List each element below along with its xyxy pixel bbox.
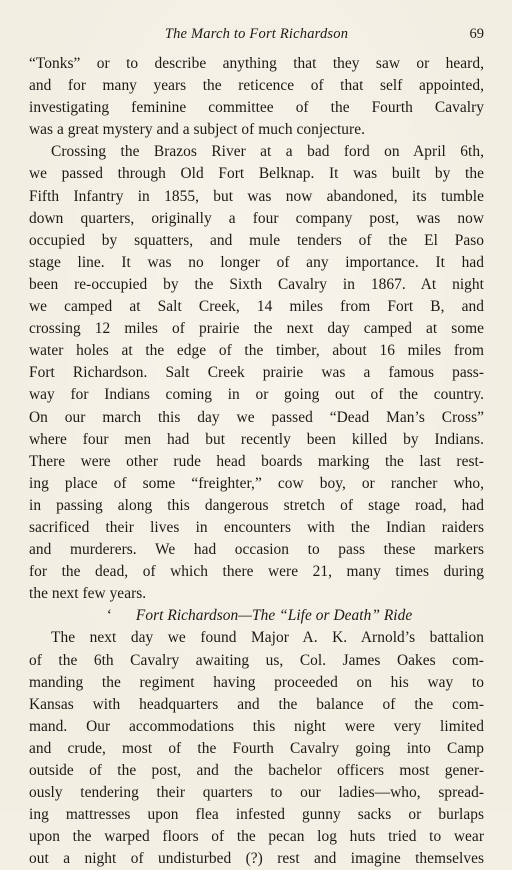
text-line: ously tendering their quarters to our ladies—who, spread- — [29, 784, 484, 802]
text-line: investigating feminine committee of the Fourth Cavalry — [29, 99, 484, 117]
text-line: in passing along this dangerous stretch of stage road, had — [29, 496, 484, 514]
text-line: Fort Richardson. Salt Creek prairie was a famous pass- — [29, 364, 484, 382]
text-line: down quarters, originally a four company post, was now — [29, 209, 484, 227]
text-line: and murderers. We had occasion to pass these markers — [29, 541, 484, 559]
text-line: Kansas with headquarters and the balance of the com- — [29, 695, 484, 713]
running-header — [29, 26, 484, 48]
text-line: of the 6th Cavalry awaiting us, Col. James Oakes com- — [29, 651, 484, 669]
page-number: 69 — [469, 26, 484, 42]
text-line: Crossing the Brazos River at a bad ford on April 6th, — [51, 143, 484, 161]
text-line: for the dead, of which there were 21, many times during — [29, 563, 484, 581]
text-line: been re-occupied by the Sixth Cavalry in 1867. At night — [29, 275, 484, 293]
text-line: manding the regiment having proceeded on his way to — [29, 673, 484, 691]
paragraph-2 — [29, 141, 484, 605]
stray-quote-mark: ‘ — [106, 607, 112, 625]
text-line: On our march this day we passed “Dead Man’s Cross” — [29, 408, 484, 426]
paragraph-3 — [29, 627, 484, 870]
text-line: way for Indians coming in or going out of the country. — [29, 386, 484, 404]
running-title: The March to Fort Richardson — [164, 26, 349, 42]
text-line: was a great mystery and a subject of much conjecture. — [29, 121, 365, 139]
text-line: where four men had but recently been killed by Indians. — [29, 430, 484, 448]
text-line: The next day we found Major A. K. Arnold’s battalion — [51, 629, 484, 647]
page-body — [29, 53, 484, 870]
text-line: outside of the post, and the bachelor officers most gener- — [29, 762, 484, 779]
text-line: stage line. It was no longer of any importance. It had — [29, 253, 484, 271]
text-line: ing place of some “freighter,” cow boy, or rancher who, — [29, 474, 484, 492]
text-line: “Tonks” or to describe anything that they saw or heard, — [29, 55, 484, 72]
text-line: upon the warped floors of the pecan log huts tried to wear — [29, 828, 484, 846]
text-line: the next few years. — [29, 585, 147, 603]
text-line: we camped at Salt Creek, 14 miles from Fort B, and — [29, 298, 484, 316]
section-heading — [29, 605, 484, 627]
text-line: water holes at the edge of the timber, about 16 miles from — [29, 342, 484, 360]
text-line: crossing 12 miles of prairie the next day camped at some — [29, 320, 484, 338]
text-line: ing mattresses upon flea infested gunny sacks or burlaps — [29, 806, 484, 824]
text-line: we passed through Old Fort Belknap. It was built by the — [29, 165, 484, 183]
text-line: mand. Our accommodations this night were very limited — [29, 717, 484, 735]
text-line: and crude, most of the Fourth Cavalry going into Camp — [29, 739, 484, 757]
text-line: Fifth Infantry in 1855, but was now abandoned, its tumble — [29, 187, 484, 205]
text-line: and for many years the reticence of that self appointed, — [29, 77, 484, 95]
text-line: out a night of undisturbed (?) rest and imagine themselves — [29, 850, 484, 868]
paragraph-1 — [29, 53, 484, 141]
text-line: sacrificed their lives in encounters with the Indian raiders — [29, 518, 484, 536]
text-line: occupied by squatters, and mule tenders of the El Paso — [29, 231, 484, 249]
section-heading-text: Fort Richardson—The “Life or Death” Ride — [135, 607, 413, 625]
text-line: There were other rude head boards marking the last rest- — [29, 452, 484, 470]
